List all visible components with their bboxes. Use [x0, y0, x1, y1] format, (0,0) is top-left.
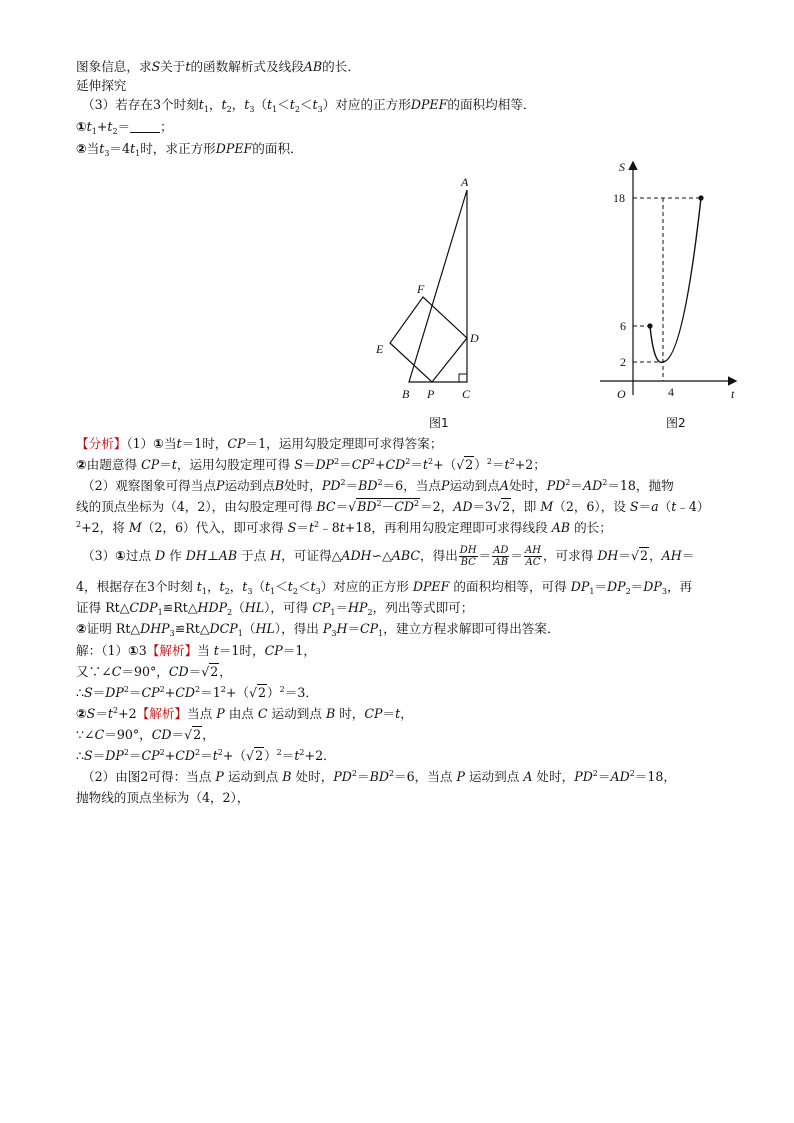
- axis-label-t: t: [731, 387, 735, 401]
- label-p: P: [427, 387, 435, 401]
- figure-2-caption: 图2: [666, 416, 686, 430]
- tick-2: 2: [620, 355, 626, 369]
- solution-line-1: 解：（1）①3【解析】当 t＝1时，CP＝1，: [76, 643, 316, 658]
- problem-line-1: 图象信息，求S关于t的函数解析式及线段AB的长．: [76, 59, 360, 74]
- figure-1: [360, 170, 500, 420]
- solution-line-4: $②S=t^2+2$【解析】当点 P 由点 C 运动到点 B 时，CP＝t，: [76, 706, 413, 721]
- solution-line-2: 又∵∠C＝90°，CD＝√2，: [76, 664, 232, 679]
- analysis-line-7: 4，根据存在3个时刻 $t_1$，$t_2$，$t_3(t_1<t_2<t_3)$对应的正方形 DPEF 的面积均相等，可得 $DP_1=DP_2=DP_3$，再: [76, 579, 693, 596]
- answer-blank[interactable]: [130, 120, 160, 133]
- square-dpef: [390, 297, 467, 382]
- end-point: [698, 195, 703, 200]
- origin-label: O: [617, 387, 626, 401]
- solution-line-6: $\therefore S=DP^2=CP^2+CD^2=t^2+(√2)^2=t^2+2$．: [76, 748, 336, 763]
- section-heading-extension: 延伸探究: [76, 78, 127, 93]
- start-point: [647, 323, 652, 328]
- analysis-line-8: 证得 $Rt\triangle CDP_1≌Rt\triangle HDP_2(HL)$，可得 $CP_1=HP_2$，列出等式即可；: [76, 600, 474, 617]
- problem-part-3: （3）若存在3个时刻$t_1$，$t_2$，$t_3(t_1<t_2<t_3)$对应的正方形DPEF的面积均相等．: [82, 97, 536, 114]
- analysis-line-4: 线的顶点坐标为（4，2），由勾股定理可得 $BC=√BD^2-CD^2=2$，AD＝3√2，即 M（2，6），设 S＝a（t﹣4）: [76, 499, 710, 514]
- solution-line-5: ∵∠C＝90°，CD＝√2，: [76, 727, 215, 742]
- tick-4: 4: [668, 385, 674, 399]
- label-a: A: [461, 175, 469, 189]
- figure-1-caption: 图1: [429, 416, 449, 430]
- solution-line-3: $\therefore S=DP^2=CP^2+CD^2=1^2+(√2)^2=3$．: [76, 685, 318, 700]
- analysis-line-1: 【分析】（1）①当t＝1时，CP＝1，运用勾股定理即可求得答案；: [76, 436, 443, 451]
- tick-6: 6: [620, 319, 626, 333]
- solution-line-8: 抛物线的顶点坐标为（4，2），: [76, 790, 250, 805]
- label-d: D: [470, 331, 479, 345]
- figure-2: [595, 155, 745, 405]
- analysis-line-5: $^2$+2，将 M（2，6）代入，即可求得 $S=t^2﹣8t+18$，再利用勾股定理即可求得线段 AB 的长；: [76, 520, 612, 535]
- tick-18: 18: [613, 191, 625, 205]
- problem-part-3-2: ②当$t_3=4t_1$时，求正方形DPEF的面积．: [76, 141, 303, 158]
- axis-label-s: S: [619, 160, 625, 174]
- problem-part-3-1: $①t_1+t_2=$ ；: [76, 119, 173, 136]
- solution-line-7: （2）由图2可得：当点 P 运动到点 B 处时，$PD^2=BD^2=6$，当点 P 运动到点 A 处时，$PD^2=AD^2=18$，: [82, 769, 676, 784]
- analysis-line-6: （3）①过点 D 作 DH⊥AB 于点 H，可证得△ADH∽△ABC，得出 $\frac{DH}{BC}$ ＝ $\frac{AD}{AB}$ ＝ $\frac{AH}{AC}$ ，可求得 DH＝√2，AH＝: [82, 545, 695, 568]
- label-c: C: [462, 387, 471, 401]
- analysis-line-9: ②证明 $Rt\triangle DHP_3≌Rt\triangle DCP_1(HL)$，得出 $P_3H=CP_1$，建立方程求解即可得出答案．: [76, 621, 560, 638]
- label-f: F: [417, 282, 425, 296]
- analysis-line-2: ②由题意得 CP＝t，运用勾股定理可得 $S=DP^2=CP^2+CD^2=t^2+(√2)^2=t^2+2$；: [76, 457, 546, 472]
- right-angle-mark: [459, 374, 467, 382]
- parabola-curve: [650, 198, 701, 362]
- label-e: E: [376, 342, 384, 356]
- analysis-line-3: （2）观察图象可得当点P运动到点B处时，$PD^2=BD^2=6$，当点P运动到点A处时，$PD^2=AD^2=18$，抛物: [82, 478, 674, 493]
- label-b: B: [402, 387, 410, 401]
